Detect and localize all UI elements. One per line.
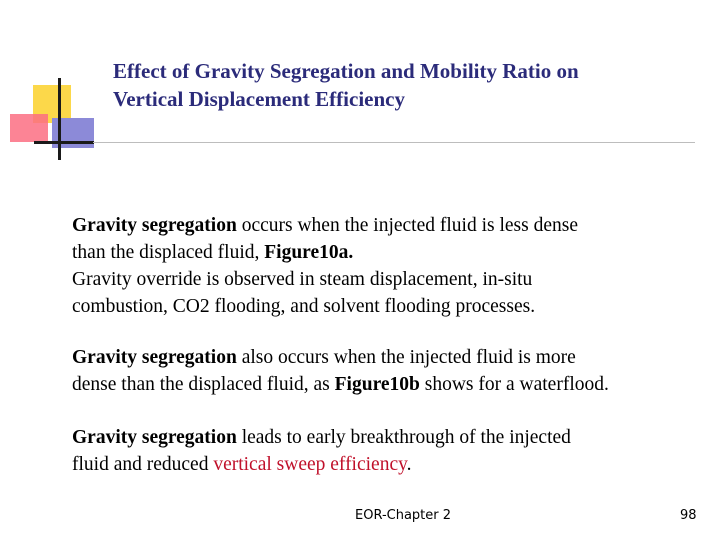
text-run: . (406, 454, 412, 475)
term-gravity-segregation: Gravity segregation (72, 427, 237, 448)
text-run: shows for a waterflood. (419, 374, 609, 395)
text-run: dense than the displaced fluid, as (72, 374, 335, 395)
text-run: occurs when the injected fluid is less dense (236, 215, 578, 236)
paragraph-gravity-segregation-more-dense (72, 344, 702, 398)
text-run: than the displaced fluid, (72, 242, 265, 263)
paragraph-line: combustion, CO2 flooding, and solvent flooding processes. (72, 296, 536, 317)
paragraph-line (72, 424, 702, 451)
figure-reference: Figure10b (334, 374, 420, 395)
figure-reference: Figure10a. (264, 242, 354, 263)
title-underline-rule (93, 142, 695, 143)
text-run: leads to early breakthrough of the injected (236, 427, 571, 448)
paragraph-line (72, 451, 702, 478)
paragraph-line (72, 239, 702, 266)
footer-chapter-label: EOR-Chapter 2 (355, 508, 452, 523)
paragraph-gravity-segregation-less-dense (72, 212, 702, 320)
paragraph-line (72, 371, 702, 398)
term-gravity-segregation: Gravity segregation (72, 347, 237, 368)
slide-title-line-2: Vertical Displacement Efficiency (113, 87, 405, 111)
paragraph-line (72, 212, 702, 239)
paragraph-early-breakthrough (72, 424, 702, 478)
slide-title-line-1: Effect of Gravity Segregation and Mobility Ratio on (113, 59, 579, 83)
decor-horizontal-line (34, 141, 94, 144)
decor-vertical-line (58, 78, 61, 160)
slide-title (113, 57, 693, 113)
decor-pink-square (10, 114, 48, 142)
term-gravity-segregation: Gravity segregation (72, 215, 237, 236)
text-run: also occurs when the injected fluid is more (236, 347, 576, 368)
text-run: fluid and reduced (72, 454, 214, 475)
highlight-vertical-sweep-efficiency: vertical sweep efficiency (213, 454, 407, 475)
paragraph-line (72, 344, 702, 371)
paragraph-line: Gravity override is observed in steam displacement, in-situ (72, 269, 533, 290)
footer-page-number: 98 (680, 508, 697, 523)
